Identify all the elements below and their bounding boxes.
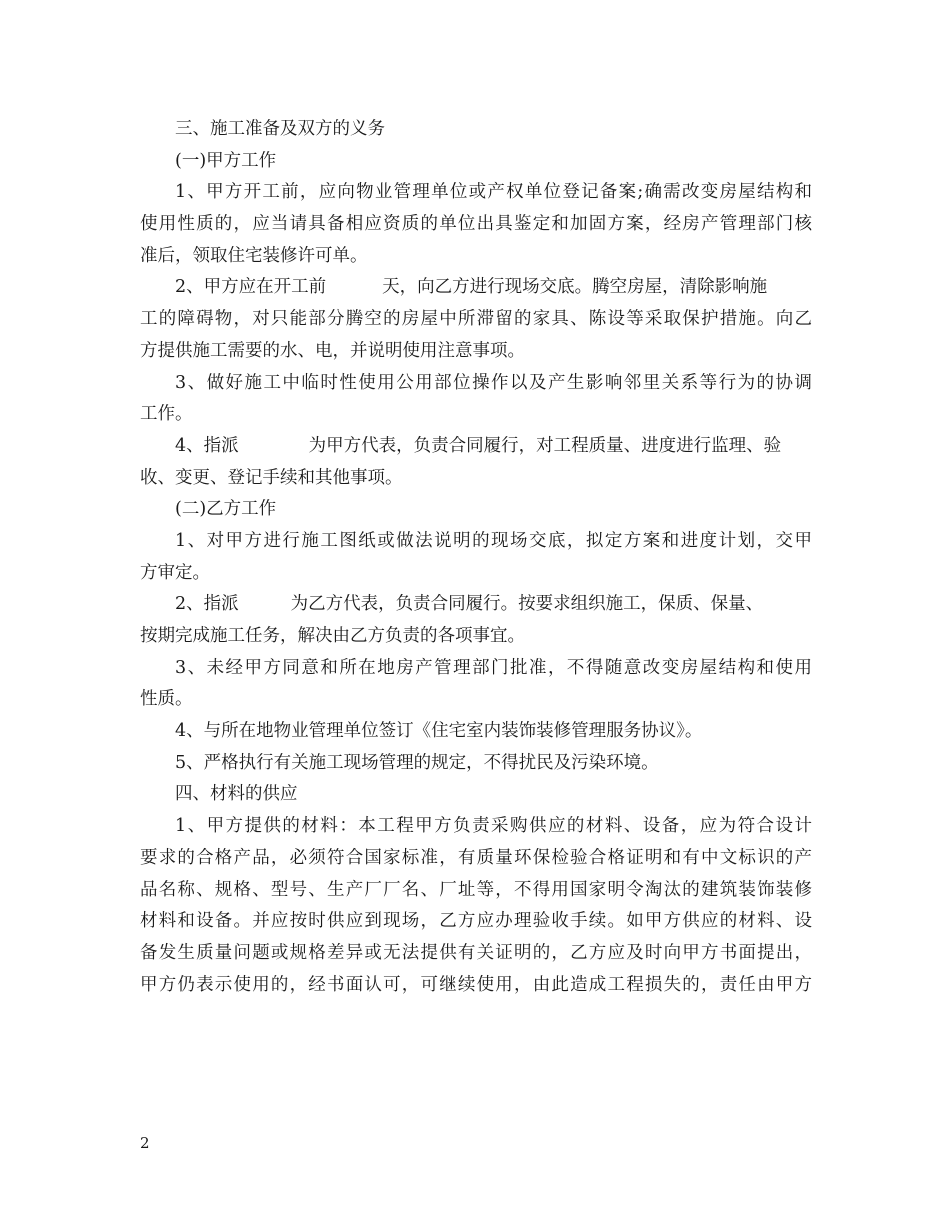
section-heading: 三、施工准备及双方的义务 [175,119,385,139]
subsection-heading: (一)甲方工作 [175,150,277,171]
paragraph-line [140,431,812,463]
paragraph-line: 3、做好施工中临时性使用公用部位操作以及产生影响邻里关系等行为的协调 [175,372,812,393]
document-body [140,114,812,1001]
text-fragment: 为甲方代表，负责合同履行，对工程质量、进度进行监理、验 [308,435,782,456]
subsection-heading: (二)乙方工作 [175,499,277,520]
text-fragment: 2、甲方应在开工前 [175,277,327,298]
paragraph-line: 准后，领取住宅装修许可单。 [140,245,368,266]
section-heading: 四、材料的供应 [175,784,298,805]
paragraph-line: 甲方仍表示使用的，经书面认可，可继续使用，由此造成工程损失的，责任由甲方 [140,974,812,995]
paragraph-line: 方提供施工需要的水、电，并说明使用注意事项。 [140,340,525,361]
paragraph-line: 收、变更、登记手续和其他事项。 [140,467,403,488]
paragraph-line: 工作。 [140,404,193,425]
paragraph-line: 5、严格执行有关施工现场管理的规定，不得扰民及污染环境。 [175,752,659,773]
text-fragment: 天，向乙方进行现场交底。腾空房屋，清除影响施 [382,277,768,298]
text-fragment: 4、指派 [175,435,239,456]
paragraph-line: 使用性质的，应当请具备相应资质的单位出具鉴定和加固方案，经房产管理部门核 [140,214,812,235]
paragraph-line [140,589,812,621]
text-fragment: 为乙方代表，负责合同履行。按要求组织施工，保质、保量、 [290,594,764,615]
paragraph-line: 品名称、规格、型号、生产厂厂名、厂址等，不得用国家明令淘汰的建筑装饰装修 [140,879,812,900]
paragraph-line: 方审定。 [140,562,210,583]
paragraph-line [140,272,812,304]
paragraph-line: 备发生质量问题或规格差异或无法提供有关证明的，乙方应及时向甲方书面提出， [140,942,812,963]
paragraph-line: 要求的合格产品，必须符合国家标准，有质量环保检验合格证明和有中文标识的产 [140,847,812,868]
paragraph-line: 1、甲方开工前，应向物业管理单位或产权单位登记备案;确需改变房屋结构和 [175,182,812,203]
paragraph-line: 材料和设备。并应按时供应到现场，乙方应办理验收手续。如甲方供应的材料、设 [140,911,812,932]
page-number: 2 [140,1134,150,1152]
paragraph-line: 工的障碍物，对只能部分腾空的房屋中所滞留的家具、陈设等采取保护措施。向乙 [140,309,812,330]
paragraph-line: 3、未经甲方同意和所在地房产管理部门批准，不得随意改变房屋结构和使用 [175,657,812,678]
paragraph-line: 1、对甲方进行施工图纸或做法说明的现场交底，拟定方案和进度计划，交甲 [175,530,812,551]
paragraph-line: 性质。 [140,689,193,710]
paragraph-line: 1、甲方提供的材料：本工程甲方负责采购供应的材料、设备，应为符合设计 [175,816,812,837]
text-fragment: 2、指派 [175,594,239,615]
paragraph-line: 按期完成施工任务，解决由乙方负责的各项事宜。 [140,626,525,646]
paragraph-line: 4、与所在地物业管理单位签订《住宅室内装饰装修管理服务协议》。 [175,721,703,742]
